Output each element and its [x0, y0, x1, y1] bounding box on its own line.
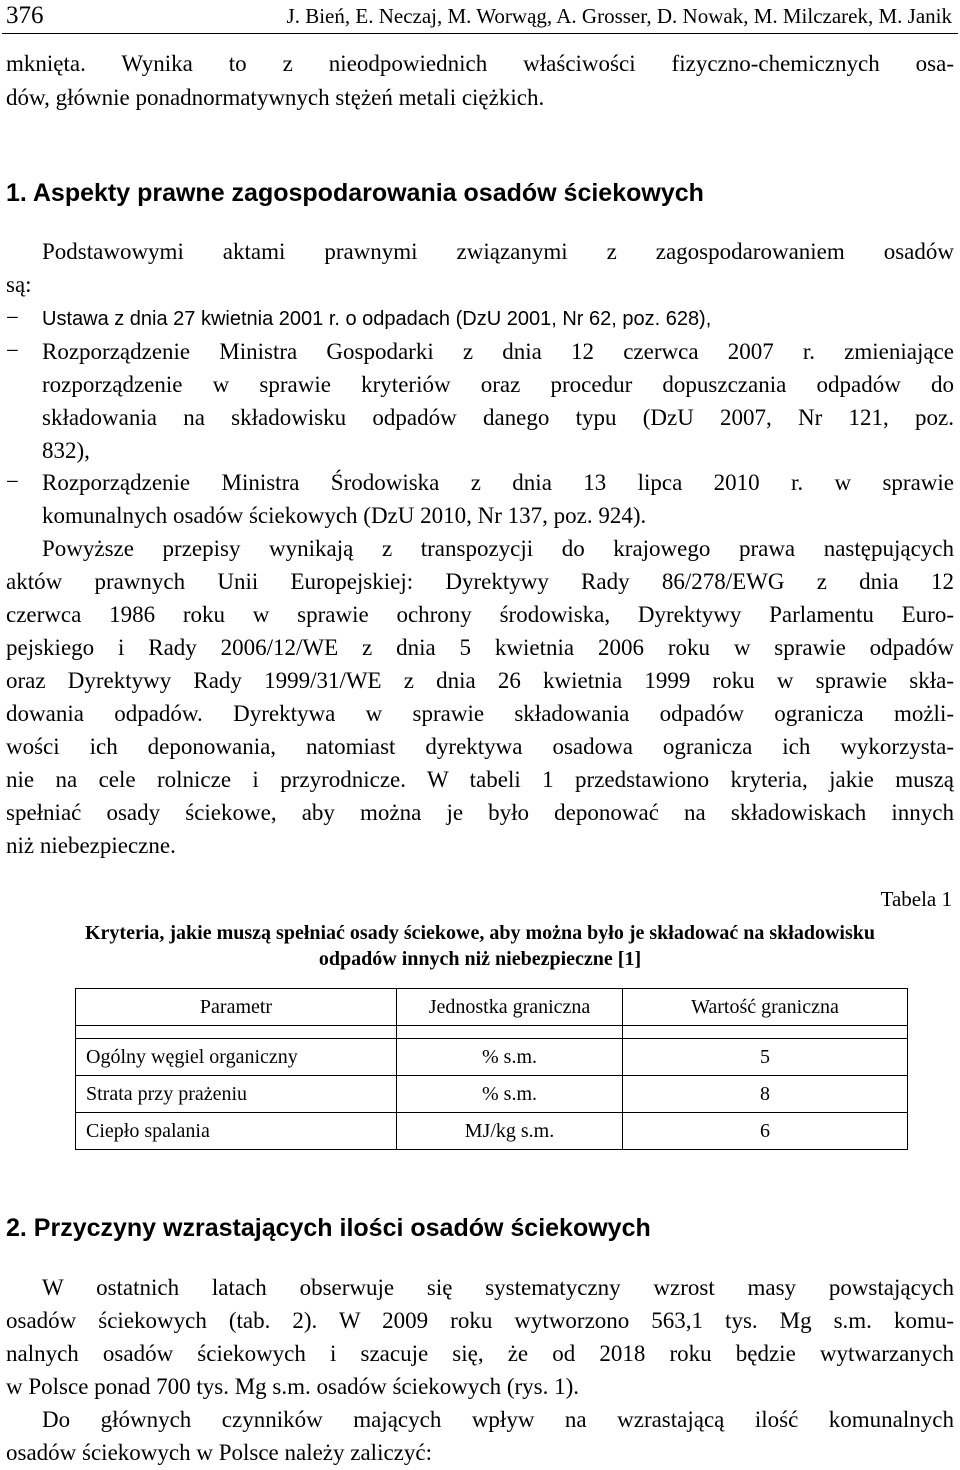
table-row — [76, 1113, 908, 1150]
text-line: nie na cele rolnicze i przyrodnicze. W tabeli 1 przedstawiono kryteria, jakie muszą — [6, 767, 954, 792]
text-line: wości ich deponowania, natomiast dyrektywa osadowa ogranicza ich wykorzysta- — [6, 734, 954, 759]
table-cell: Ogólny węgiel organiczny — [76, 1039, 397, 1076]
section-heading-2: 2. Przyczyny wzrastających ilości osadów ściekowych — [6, 1214, 651, 1242]
list-item-text: Rozporządzenie Ministra Gospodarki z dnia 12 czerwca 2007 r. zmieniające — [42, 339, 954, 364]
text-line: spełniać osady ściekowe, aby można je było deponować na składowiskach innych — [6, 800, 954, 825]
dash-bullet-icon: − — [6, 469, 19, 494]
text-line: nalnych osadów ściekowych i szacuje się, że od 2018 roku będzie wytwarzanych — [6, 1341, 954, 1366]
page-number: 376 — [6, 2, 44, 29]
table-cell: 5 — [623, 1039, 908, 1076]
header-rule — [2, 33, 958, 34]
table-cell: MJ/kg s.m. — [397, 1113, 623, 1150]
text-line: pejskiego i Rady 2006/12/WE z dnia 5 kwietnia 2006 roku w sprawie odpadów — [6, 635, 954, 660]
list-item-text: składowania na składowisku odpadów danego typu (DzU 2007, Nr 121, poz. — [42, 405, 954, 430]
text-line: niż niebezpieczne. — [6, 833, 176, 858]
section-heading-1: 1. Aspekty prawne zagospodarowania osadów ściekowych — [6, 179, 704, 207]
table-row — [76, 1039, 908, 1076]
text-line: mknięta. Wynika to z nieodpowiednich właściwości fizyczno-chemicznych osa- — [6, 51, 954, 76]
table-cell: % s.m. — [397, 1076, 623, 1113]
table-header-row — [76, 989, 908, 1026]
text-line: w Polsce ponad 700 tys. Mg s.m. osadów ściekowych (rys. 1). — [6, 1374, 580, 1399]
table-label: Tabela 1 — [880, 887, 952, 911]
table-cell: Ciepło spalania — [76, 1113, 397, 1150]
text-line: osadów ściekowych (tab. 2). W 2009 roku wytworzono 563,1 tys. Mg s.m. komu- — [6, 1308, 954, 1333]
running-header-authors: J. Bień, E. Neczaj, M. Worwąg, A. Grosser, D. Nowak, M. Milczarek, M. Janik — [286, 4, 952, 28]
list-item-text: Ustawa z dnia 27 kwietnia 2001 r. o odpadach (DzU 2001, Nr 62, poz. 628), — [42, 308, 712, 330]
text-line: dowania odpadów. Dyrektywa w sprawie składowania odpadów ogranicza możli- — [6, 701, 954, 726]
dash-bullet-icon: − — [6, 338, 19, 363]
table-title: Kryteria, jakie muszą spełniać osady ściekowe, aby można było je składować na składowisku — [84, 922, 876, 944]
table-cell: 8 — [623, 1076, 908, 1113]
text-line: W ostatnich latach obserwuje się systematyczny wzrost masy powstających — [42, 1275, 954, 1300]
table-row — [76, 1076, 908, 1113]
table-title: odpadów innych niż niebezpieczne [1] — [318, 948, 642, 970]
criteria-table — [75, 988, 908, 1150]
text-line: oraz Dyrektywy Rady 1999/31/WE z dnia 26 kwietnia 1999 roku w sprawie skła- — [6, 668, 954, 693]
list-item-text: Rozporządzenie Ministra Środowiska z dnia 13 lipca 2010 r. w sprawie — [42, 470, 954, 495]
column-header: Wartość graniczna — [623, 989, 908, 1026]
table-spacer — [76, 1026, 908, 1039]
table-cell: Strata przy prażeniu — [76, 1076, 397, 1113]
column-header: Parametr — [76, 989, 397, 1026]
text-line: są: — [6, 272, 32, 297]
text-line: osadów ściekowych w Polsce należy zaliczyć: — [6, 1440, 432, 1465]
text-line: dów, głównie ponadnormatywnych stężeń metali ciężkich. — [6, 85, 545, 110]
table-cell: % s.m. — [397, 1039, 623, 1076]
list-item-text: rozporządzenie w sprawie kryteriów oraz procedur dopuszczania odpadów do — [42, 372, 954, 397]
list-item-text: 832), — [42, 438, 90, 463]
dash-bullet-icon: − — [6, 305, 19, 330]
text-line: Do głównych czynników mających wpływ na wzrastającą ilość komunalnych — [42, 1407, 954, 1432]
text-line: aktów prawnych Unii Europejskiej: Dyrektywy Rady 86/278/EWG z dnia 12 — [6, 569, 954, 594]
column-header: Jednostka graniczna — [397, 989, 623, 1026]
list-item-text: komunalnych osadów ściekowych (DzU 2010, Nr 137, poz. 924). — [42, 503, 647, 528]
text-line: Podstawowymi aktami prawnymi związanymi z zagospodarowaniem osadów — [42, 239, 954, 264]
table-cell: 6 — [623, 1113, 908, 1150]
text-line: Powyższe przepisy wynikają z transpozycji do krajowego prawa następujących — [42, 536, 954, 561]
text-line: czerwca 1986 roku w sprawie ochrony środowiska, Dyrektywy Parlamentu Euro- — [6, 602, 954, 627]
